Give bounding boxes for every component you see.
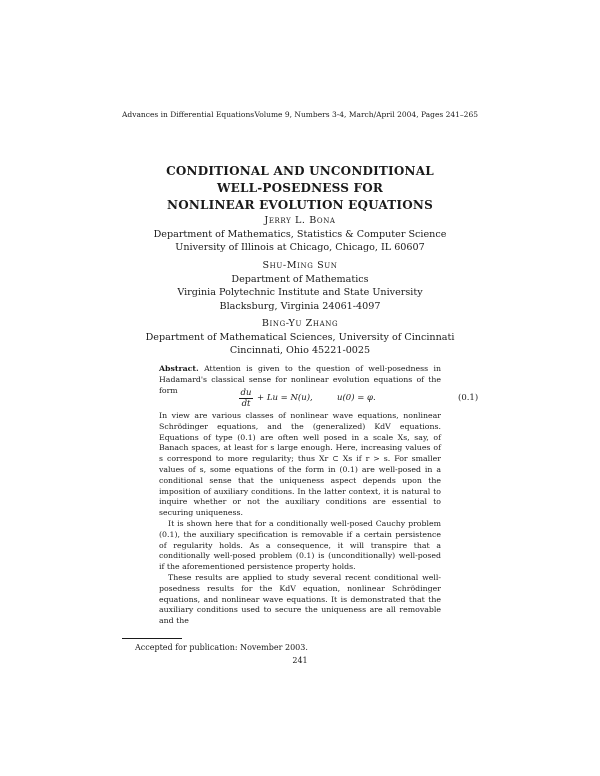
author-block (0, 317, 600, 358)
fraction-denominator: dt (241, 399, 251, 409)
author-affiliation-line: Virginia Polytechnic Institute and State University (177, 287, 423, 298)
abstract-paragraph: These results are applied to study several recent conditional well-posedness results for the KdV equation, nonlinear Schrödinger equations, and nonlinear wave equations. It is demonstrated that the auxiliary conditions used to secure the uniqueness are all removable and the (159, 572, 441, 626)
title-line: WELL-POSEDNESS FOR (216, 181, 384, 195)
author-name: Bing-Yu Zhang (261, 318, 339, 329)
author-block (0, 259, 600, 313)
author-affiliation-line: Blacksburg, Virginia 24061-4097 (219, 300, 381, 312)
author-affiliation-line: Cincinnati, Ohio 45221-0025 (229, 345, 371, 356)
running-header-journal: Advances in Differential Equations (122, 110, 255, 119)
title-line: NONLINEAR EVOLUTION EQUATIONS (167, 198, 433, 212)
author-affiliation-line: Department of Mathematics (231, 273, 369, 285)
author-block (0, 214, 600, 255)
paper-title (0, 163, 600, 214)
author-name: Jerry L. Bona (264, 215, 336, 226)
display-equation (159, 388, 441, 410)
author-affiliation-line: Department of Mathematics, Statistics & Computer Science (153, 228, 447, 240)
footnote: Accepted for publication: November 2003. (135, 643, 308, 652)
author-affiliation-line: Department of Mathematical Sciences, University of Cincinnati (145, 331, 455, 343)
abstract-paragraph: In view are various classes of nonlinear wave equations, nonlinear Schrödinger equations, and the (generalized) KdV equations. Equations of type (0.1) are often well posed in a scale Xs, say, of Banach spaces, at least for s large enough. Here, increasing values of s correspond to more regularity; thus Xr ⊂ Xs if r > s. For smaller values of s, some equations of the form in (0.1) are well-posed in a conditional sense that the uniqueness aspect depends upon the imposition of auxiliary conditions. In the latter context, it is natural to inquire whether or not the auxiliary conditions are essential to securing uniqueness. (159, 411, 441, 518)
running-header-volume: Volume 9, Numbers 3-4, March/April 2004, Pages 241–265 (254, 110, 478, 119)
equation-label: (0.1) (458, 393, 479, 403)
abstract-intro-text: Attention is given to the question of well-posedness in Hadamard's classical sense for nonlinear evolution equations of the form (159, 364, 441, 395)
author-name: Shu-Ming Sun (262, 260, 338, 271)
abstract-heading: Abstract. (159, 364, 199, 373)
abstract-paragraph: It is shown here that for a conditionally well-posed Cauchy problem (0.1), the auxiliary specification is removable if a certain persistence of regularity holds. As a consequence, it will transpire that a conditionally well-posed problem (0.1) is (unconditionally) well-posed if the aforementioned persistence property holds. (159, 518, 441, 572)
author-affiliation-line: University of Illinois at Chicago, Chicago, IL 60607 (175, 242, 425, 253)
equation-rhs: + Lu = N(u), (257, 393, 313, 403)
equation-fraction (239, 388, 253, 409)
abstract-body (159, 411, 441, 627)
equation-initial-condition: u(0) = φ. (337, 393, 376, 403)
footnote-rule (122, 638, 182, 639)
page-number: 241 (292, 656, 308, 665)
title-line: CONDITIONAL AND UNCONDITIONAL (166, 164, 434, 178)
fraction-numerator: du (240, 388, 252, 398)
